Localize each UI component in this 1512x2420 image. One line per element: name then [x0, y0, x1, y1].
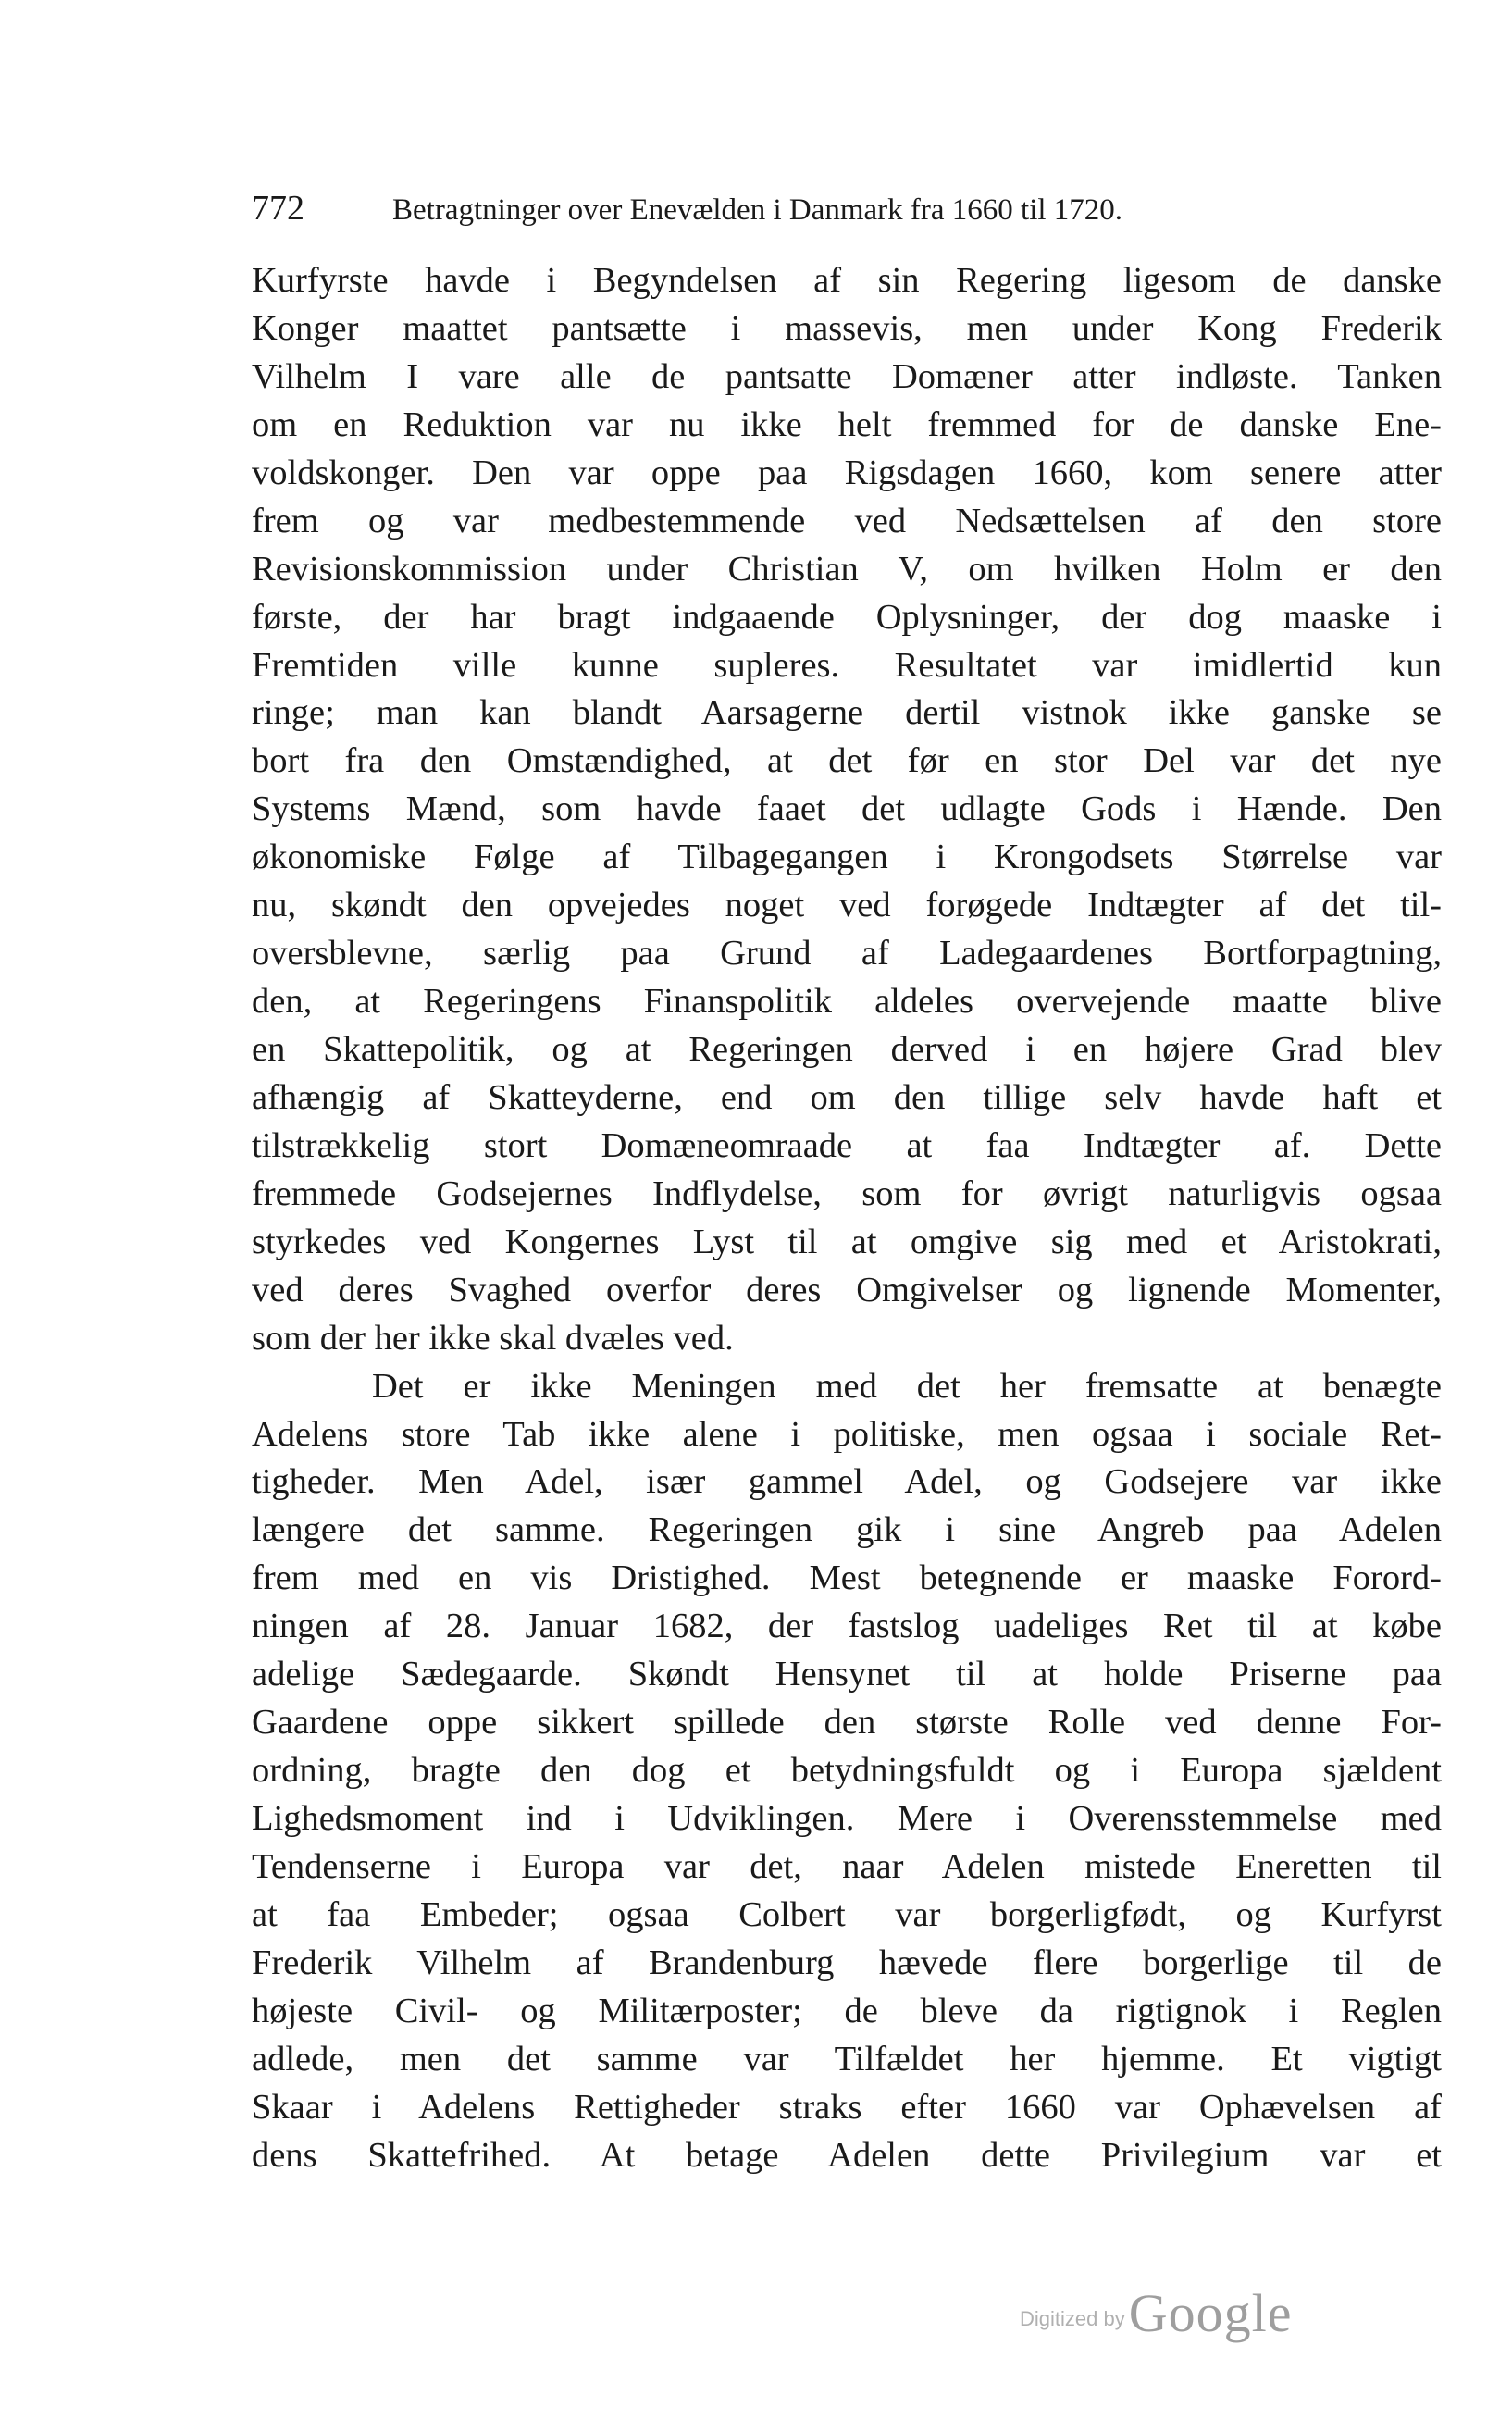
text-line: Adelens store Tab ikke alene i politiske, men ogsaa i sociale Ret-: [252, 1414, 1442, 1454]
text-line: dens Skattefrihed. At betage Adelen dette Privilegium var et: [252, 2135, 1442, 2175]
text-line: frem med en vis Dristighed. Mest betegnende er maaske Forord-: [252, 1558, 1442, 1598]
text-line: adlede, men det samme var Tilfældet her hjemme. Et vigtigt: [252, 2039, 1442, 2079]
text-line: oversblevne, særlig paa Grund af Ladegaardenes Bortforpagtning,: [252, 934, 1442, 974]
text-line: Konger maattet pantsætte i massevis, men under Kong Frederik: [252, 308, 1442, 348]
text-line: Lighedsmoment ind i Udviklingen. Mere i Overensstemmelse med: [252, 1799, 1442, 1838]
google-logo: Google: [1128, 2283, 1293, 2343]
running-title: Betragtninger over Enevælden i Danmark fra 1660 til 1720.: [392, 193, 1123, 227]
text-line: den, at Regeringens Finanspolitik aldeles overvejende maatte blive: [252, 982, 1442, 1022]
text-line: højeste Civil- og Militærposter; de bleve da rigtignok i Reglen: [252, 1991, 1442, 2030]
text-line: økonomiske Følge af Tilbagegangen i Krongodsets Størrelse var: [252, 838, 1442, 877]
text-line: Frederik Vilhelm af Brandenburg hævede flere borgerlige til de: [252, 1942, 1442, 1982]
text-line: frem og var medbestemmende ved Nedsættelsen af den store: [252, 501, 1442, 540]
text-line: Gaardene oppe sikkert spillede den største Rolle ved denne For-: [252, 1703, 1442, 1743]
text-line: afhængig af Skatteyderne, end om den tillige selv havde haft et: [252, 1077, 1442, 1117]
body-text: [252, 257, 1442, 2180]
text-line: første, der har bragt indgaaende Oplysninger, der dog maaske i: [252, 597, 1442, 637]
text-line: voldskonger. Den var oppe paa Rigsdagen 1660, kom senere atter: [252, 453, 1442, 492]
text-line: tigheder. Men Adel, især gammel Adel, og Godsejere var ikke: [252, 1462, 1442, 1502]
text-line: Fremtiden ville kunne supleres. Resultatet var imidlertid kun: [252, 645, 1442, 685]
text-line: styrkedes ved Kongernes Lyst til at omgive sig med et Aristokrati,: [252, 1222, 1442, 1261]
text-line: Tendenserne i Europa var det, naar Adelen mistede Eneretten til: [252, 1846, 1442, 1886]
paragraph-start-line: Det er ikke Meningen med det her fremsatte at benægte: [372, 1366, 1442, 1406]
text-line: ordning, bragte den dog et betydningsfuldt og i Europa sjældent: [252, 1751, 1442, 1791]
watermark-prefix: Digitized by: [1020, 2307, 1125, 2330]
text-line: længere det samme. Regeringen gik i sine Angreb paa Adelen: [252, 1510, 1442, 1550]
text-line: fremmede Godsejernes Indflydelse, som for øvrigt naturligvis ogsaa: [252, 1173, 1442, 1213]
text-line: om en Reduktion var nu ikke helt fremmed for de danske Ene-: [252, 404, 1442, 444]
text-line: at faa Embeder; ogsaa Colbert var borgerligfødt, og Kurfyrst: [252, 1894, 1442, 1934]
paragraph-end-line: som der her ikke skal dvæles ved.: [252, 1318, 734, 1358]
text-line: Systems Mænd, som havde faaet det udlagte Gods i Hænde. Den: [252, 789, 1442, 829]
text-line: ningen af 28. Januar 1682, der fastslog uadeliges Ret til at købe: [252, 1607, 1442, 1646]
text-line: Kurfyrste havde i Begyndelsen af sin Regering ligesom de danske: [252, 261, 1442, 300]
text-line: ringe; man kan blandt Aarsagerne dertil vistnok ikke ganske se: [252, 693, 1442, 733]
text-line: adelige Sædegaarde. Skøndt Hensynet til at holde Priserne paa: [252, 1655, 1442, 1694]
text-line: ved deres Svaghed overfor deres Omgivelser og lignende Momenter,: [252, 1270, 1442, 1309]
text-line: Revisionskommission under Christian V, om hvilken Holm er den: [252, 549, 1442, 589]
page-header: [252, 185, 1279, 231]
text-line: Skaar i Adelens Rettigheder straks efter 1660 var Ophævelsen af: [252, 2087, 1442, 2127]
text-line: nu, skøndt den opvejedes noget ved forøgede Indtægter af det til-: [252, 886, 1442, 925]
text-line: en Skattepolitik, og at Regeringen derved i en højere Grad blev: [252, 1030, 1442, 1069]
text-line: tilstrækkelig stort Domæneomraade at faa Indtægter af. Dette: [252, 1125, 1442, 1165]
digitized-watermark: [1020, 2282, 1292, 2344]
text-line: bort fra den Omstændighed, at det før en stor Del var det nye: [252, 741, 1442, 781]
text-line: Vilhelm I vare alle de pantsatte Domæner atter indløste. Tanken: [252, 356, 1442, 396]
page-number: 772: [252, 189, 304, 228]
